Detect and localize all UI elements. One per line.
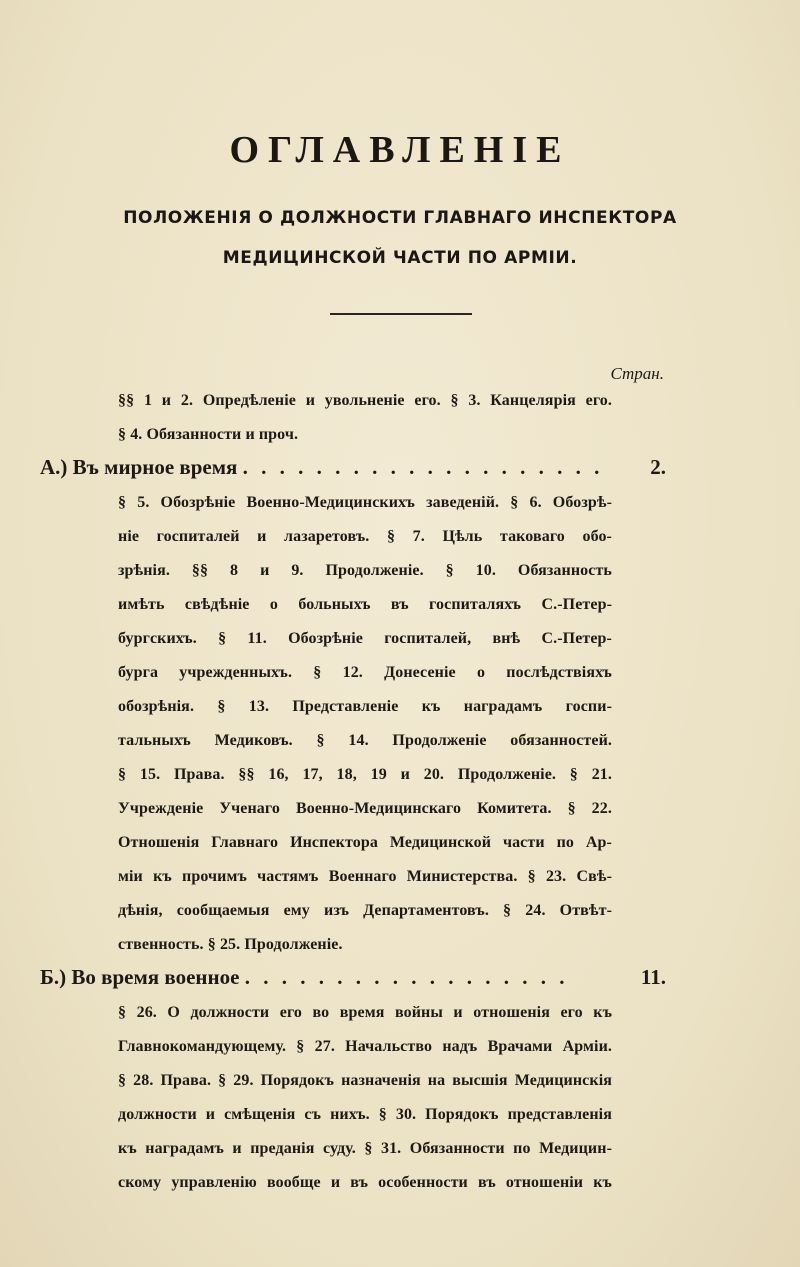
page-column-header: Стран.: [610, 364, 664, 383]
toc-line: имѣть свѣдѣніе о больныхъ въ госпиталяхъ С.-Петер-: [118, 596, 612, 613]
section-a-leader-dots: . . . . . . . . . . . . . . . . . . . .: [242, 455, 604, 479]
toc-line: скому управленію вообще и въ особенности въ отношеніи къ: [118, 1174, 612, 1191]
toc-line: зрѣнія. §§ 8 и 9. Продолженіе. § 10. Обязанность: [118, 562, 612, 579]
divider-rule: [330, 313, 472, 315]
toc-line: обозрѣнія. § 13. Представленіе къ наградамъ госпи-: [118, 698, 612, 715]
section-b-leader-dots: . . . . . . . . . . . . . . . . . .: [244, 965, 569, 989]
toc-line: § 5. Обозрѣніе Военно-Медицинскихъ заведеній. § 6. Обозрѣ-: [118, 494, 612, 511]
toc-line: дѣнія, сообщаемыя ему изъ Департаментовъ. § 24. Отвѣт-: [118, 902, 612, 919]
section-b-page-number: 11.: [640, 965, 666, 989]
section-a-heading: [40, 455, 666, 480]
toc-line: § 28. Права. § 29. Порядокъ назначенія на высшія Медицинскія: [118, 1072, 612, 1089]
toc-line: должности и смѣщенія съ нихъ. § 30. Порядокъ представленія: [118, 1106, 612, 1123]
intro-line: §§ 1 и 2. Опредѣленіе и увольненіе его. § 3. Канцелярія его.: [118, 392, 612, 409]
section-b-label: Б.) Во время военное: [40, 965, 240, 989]
toc-line: § 15. Права. §§ 16, 17, 18, 19 и 20. Продолженіе. § 21.: [118, 766, 612, 783]
toc-line: тальныхъ Медиковъ. § 14. Продолженіе обязанностей.: [118, 732, 612, 749]
toc-line: Учрежденіе Ученаго Военно-Медицинскаго Комитета. § 22.: [118, 800, 612, 817]
toc-line: § 26. О должности его во время войны и отношенія его къ: [118, 1004, 612, 1021]
toc-line: бурга учрежденныхъ. § 12. Донесеніе о послѣдствіяхъ: [118, 664, 612, 681]
section-a-page-number: 2.: [650, 455, 666, 479]
page-title: ОГЛАВЛЕНІЕ: [229, 129, 571, 171]
intro-line: § 4. Обязанности и проч.: [118, 426, 299, 443]
toc-line: Главнокомандующему. § 27. Начальство надъ Врачами Арміи.: [118, 1038, 612, 1055]
section-a-label: А.) Въ мирное время: [40, 455, 238, 479]
subtitle-line-1: ПОЛОЖЕНІЯ О ДОЛЖНОСТИ ГЛАВНАГО ИНСПЕКТОРА: [123, 208, 677, 228]
toc-line: бургскихъ. § 11. Обозрѣніе госпиталей, внѣ С.-Петер-: [118, 630, 612, 647]
toc-line: ственность. § 25. Продолженіе.: [118, 936, 343, 953]
section-b-heading: [40, 965, 666, 990]
toc-line: міи къ прочимъ частямъ Военнаго Министерства. § 23. Свѣ-: [118, 868, 612, 885]
toc-line: къ наградамъ и преданія суду. § 31. Обязанности по Медицин-: [118, 1140, 612, 1157]
toc-line: ніе госпиталей и лазаретовъ. § 7. Цѣль таковаго обо-: [118, 528, 612, 545]
toc-line: Отношенія Главнаго Инспектора Медицинской части по Ар-: [118, 834, 612, 851]
subtitle-line-2: МЕДИЦИНСКОЙ ЧАСТИ ПО АРМІИ.: [222, 248, 578, 268]
